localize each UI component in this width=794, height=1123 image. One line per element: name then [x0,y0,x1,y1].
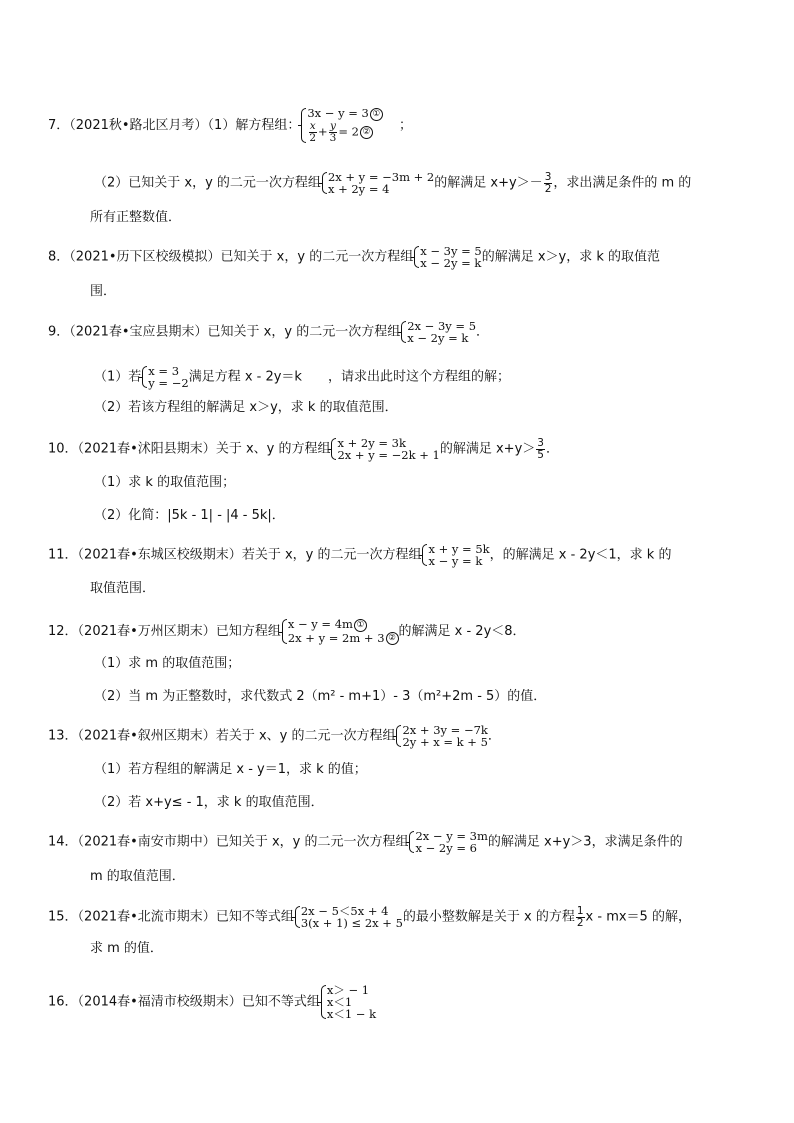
p10-part1: （1）求 k 的取值范围； [94,475,236,490]
problem-source: （2021秋•路北区月考） [69,117,208,133]
punct: ； [398,117,412,133]
fraction-3-2: $\frac{3}{2}$ [544,170,552,195]
p13-part2: （2）若 x+y≤ - 1，求 k 的取值范围． [94,795,324,810]
problem-number: 16． [48,994,78,1010]
problem-source: （2014春•福清市校级期末） [77,994,242,1010]
equation-system: 3x − y = 3 ① $\frac{x}{2}$ + $\frac{y}{3}$ = 2 ② [300,107,383,144]
continuation-text: 所有正整数值． [90,210,182,225]
p11-line1: 11．（2021春•东城区校级期末）若关于 x，y 的二元一次方程组 x + y = 5k x − y = k ，的解满足 x - 2y＜1，求 k 的 [48,542,672,568]
problem-number: 10． [48,441,78,457]
equation-system: x − y = 4m ① 2x + y = 2m + 3 ② [281,618,399,645]
equation-system: 2x + 3y = −7k 2y + x = k + 5 [395,724,487,748]
p15-line2: 求 m 的值． [90,941,163,956]
p8-line1: 8．（2021•历下区校级模拟）已知关于 x，y 的二元一次方程组 x − 3y = 5 x − 2y = k 的解满足 x＞y，求 k 的取值范 [48,244,661,270]
circle-label-1: ① [370,108,383,121]
circle-label-2: ② [360,126,373,139]
problem-number: 14． [48,834,78,850]
problem-source: （2021春•东城区校级期末） [77,547,242,563]
fraction-x-2: $\frac{x}{2}$ [309,119,317,144]
equation-system: x − 3y = 5 x − 2y = k [413,245,482,269]
p12-part1: （1）求 m 的取值范围； [94,656,241,671]
part-2-text: （2）已知关于 x，y 的二元一次方程组 [94,175,321,191]
problem-number: 7． [48,117,70,133]
p10-part2: （2）化简：|5k - 1| - |4 - 5k|． [94,508,285,523]
problem-source: （2021春•北流市期末） [77,909,216,925]
p9-line1: 9．（2021春•宝应县期末）已知关于 x，y 的二元一次方程组 2x − 3y = 5 x − 2y = k ． [48,319,490,345]
equation-1: 3x − y = 3 [307,106,369,120]
circle-label-1: ① [354,619,367,632]
equation-system: 2x − 5＜5x + 4 3(x + 1) ≤ 2x + 5 [294,905,403,929]
problem-number: 9． [48,324,70,340]
problem-source: （2021•历下区校级模拟） [69,249,221,265]
p15-line1: 15．（2021春•北流市期末）已知不等式组 2x − 5＜5x + 4 3(x + 1) ≤ 2x + 5 的最小整数解是关于 x 的方程 $\frac{1}{2}$ x - mx＝5 的解， [48,904,691,930]
problem-source: （2021春•南安市期中） [77,834,216,850]
p9-part1: （1）若 x = 3 y = −2 满足方程 x - 2y＝k ，请求出此时这个方程组的解； [94,364,510,390]
p16-line1: 16．（2014春•福清市校级期末）已知不等式组 x＞ − 1 x＜1 x＜1 − k [48,983,377,1021]
problem-source: （2021春•叙州区期末） [77,728,216,744]
p13-part1: （1）若方程组的解满足 x - y＝1，求 k 的值； [94,762,367,777]
p8-line2: 围． [90,284,117,299]
circle-label-2: ② [386,632,399,645]
equation-system: 2x − y = 3m x − 2y = 6 [408,830,487,854]
fraction-1-2: $\frac{1}{2}$ [576,904,584,929]
p12-part2: （2）当 m 为正整数时，求代数式 2（m² - m+1）- 3（m²+2m - 5）的值． [94,689,547,704]
inequality-system: x＞ − 1 x＜1 x＜1 − k [320,984,376,1020]
problem-source: （2021春•万州区期末） [77,624,216,639]
equation-system: x + 2y = 3k 2x + y = −2k + 1 [330,437,439,461]
p7-line2: （2）已知关于 x，y 的二元一次方程组 2x + y = −3m + 2 x + 2y = 4 的解满足 x+y＞－ $\frac{3}{2}$ ，求出满足条件的 m 的 [94,170,692,196]
p9-part2: （2）若该方程组的解满足 x＞y，求 k 的取值范围． [94,400,398,415]
fraction-3-5: $\frac{3}{5}$ [537,436,544,461]
problem-number: 8． [48,249,70,265]
p12-line1: 12．（2021春•万州区期末）已知方程组 x − y = 4m ① 2x + y = 2m + 3 ② 的解满足 x - 2y＜8． [48,617,526,645]
equation-system: x = 3 y = −2 [141,365,188,389]
equation-system: 2x − 3y = 5 x − 2y = k [400,320,476,344]
problem-number: 13． [48,728,78,744]
problem-source: （2021春•宝应县期末） [69,324,208,340]
p14-line2: m 的取值范围． [90,869,185,884]
fraction-y-3: $\frac{y}{3}$ [329,119,337,144]
p10-line1: 10．（2021春•沭阳县期末）关于 x、y 的方程组 x + 2y = 3k 2x + y = −2k + 1 的解满足 x+y＞ $\frac{3}{5}$ ． [48,436,559,462]
p7-line1 [48,107,412,144]
p14-line1: 14．（2021春•南安市期中）已知关于 x，y 的二元一次方程组 2x − y = 3m x − 2y = 6 的解满足 x+y＞3，求满足条件的 [48,829,683,855]
problem-number: 15． [48,909,78,925]
equation-system: 2x + y = −3m + 2 x + 2y = 4 [321,171,434,195]
equation-system: x + y = 5k x − y = k [421,543,489,567]
problem-source: （2021春•沭阳县期末） [77,441,216,457]
problem-number: 12． [48,624,78,639]
p11-line2: 取值范围． [90,581,156,596]
problem-number: 11． [48,547,78,563]
part-1-text: （1）解方程组： [207,117,301,133]
p7-line3 [90,210,181,226]
p13-line1: 13．（2021春•叙州区期末）若关于 x、y 的二元一次方程组 2x + 3y = −7k 2y + x = k + 5 ． [48,723,501,749]
